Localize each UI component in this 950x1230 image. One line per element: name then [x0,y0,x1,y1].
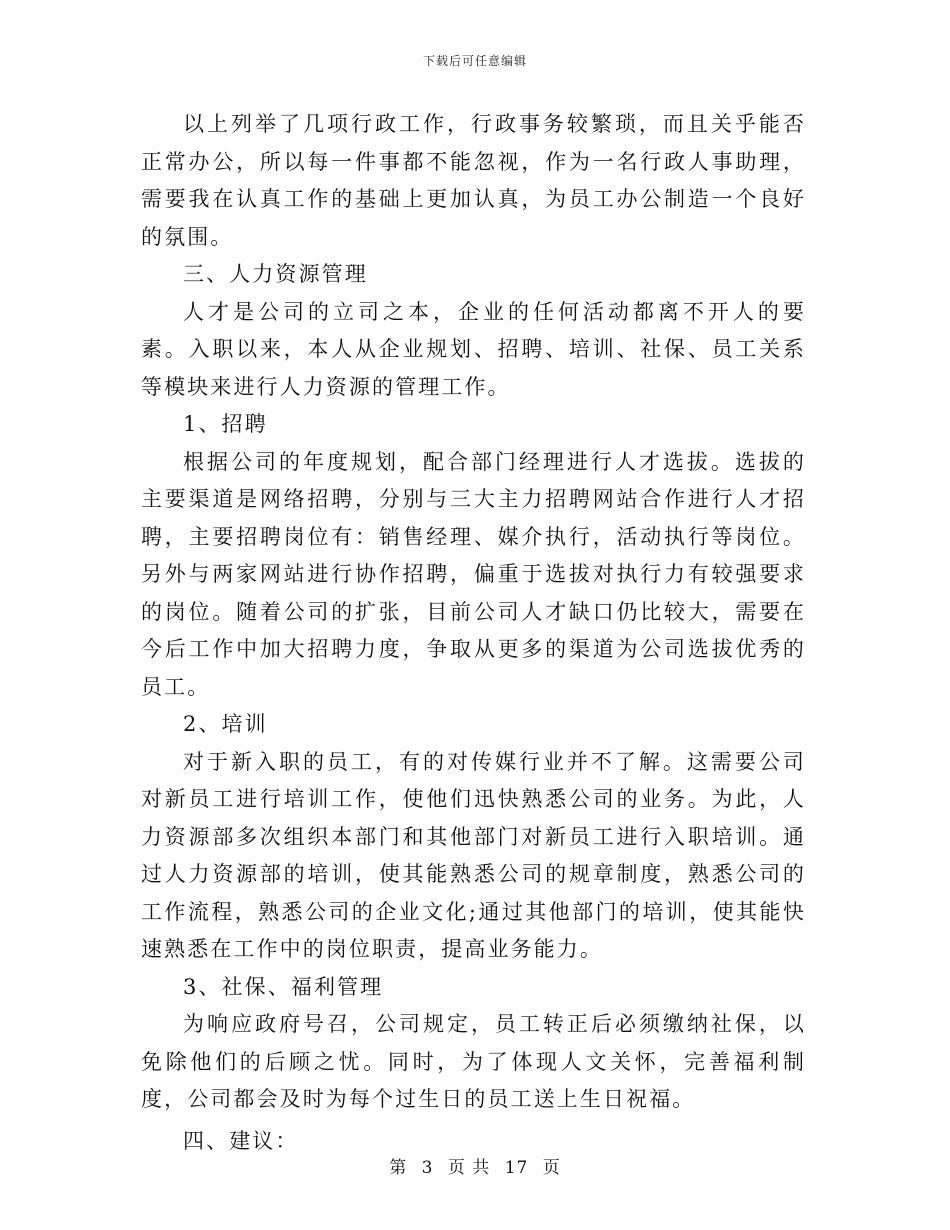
document-body [141,106,806,1160]
page-header [0,52,950,69]
footer-page-number: 3 [421,1158,434,1178]
paragraph-hr-intro: 人才是公司的立司之本，企业的任何活动都离不开人的要素。入职以来，本人从企业规划、招聘、培训、社保、员工关系等模块来进行人力资源的管理工作。 [141,299,806,399]
subheading-welfare: 3、社保、福利管理 [183,974,384,999]
paragraph-admin-summary: 以上列举了几项行政工作，行政事务较繁琐，而且关乎能否正常办公，所以每一件事都不能忽视，作为一名行政人事助理，需要我在认真工作的基础上更加认真，为员工办公制造一个良好的氛围。 [141,112,806,249]
footer-prefix: 第 [389,1158,408,1178]
section-heading-suggestions: 四、建议： [183,1128,299,1153]
footer-suffix: 页 [542,1158,561,1178]
footer-mid: 页 共 [447,1158,491,1178]
paragraph-recruitment: 根据公司的年度规划，配合部门经理进行人才选拔。选拔的主要渠道是网络招聘，分别与三大主力招聘网站合作进行人才招聘，主要招聘岗位有：销售经理、媒介执行，活动执行等岗位。另外与两家网站进行协作招聘，偏重于选拔对执行力有较强要求的岗位。随着公司的扩张，目前公司人才缺口仍比较大，需要在今后工作中加大招聘力度，争取从更多的渠道为公司选拔优秀的员工。 [141,449,806,699]
subheading-recruitment: 1、招聘 [183,412,268,436]
section-heading-hr: 三、人力资源管理 [183,262,368,286]
subheading-training: 2、培训 [183,712,268,736]
header-text: 下载后可任意编辑 [422,54,527,68]
paragraph-welfare: 为响应政府号召，公司规定，员工转正后必须缴纳社保，以免除他们的后顾之忧。同时，为了体现人文关怀，完善福利制度，公司都会及时为每个过生日的员工送上生日祝福。 [141,1012,806,1111]
page-footer [0,1153,950,1178]
paragraph-training: 对于新入职的员工，有的对传媒行业并不了解。这需要公司对新员工进行培训工作，使他们迅快熟悉公司的业务。为此，人力资源部多次组织本部门和其他部门对新员工进行入职培训。通过人力资源部的培训，使其能熟悉公司的规章制度，熟悉公司的工作流程，熟悉公司的企业文化;通过其他部门的培训，使其能快速熟悉在工作中的岗位职责，提高业务能力。 [141,749,806,961]
footer-total-pages: 17 [504,1158,529,1178]
